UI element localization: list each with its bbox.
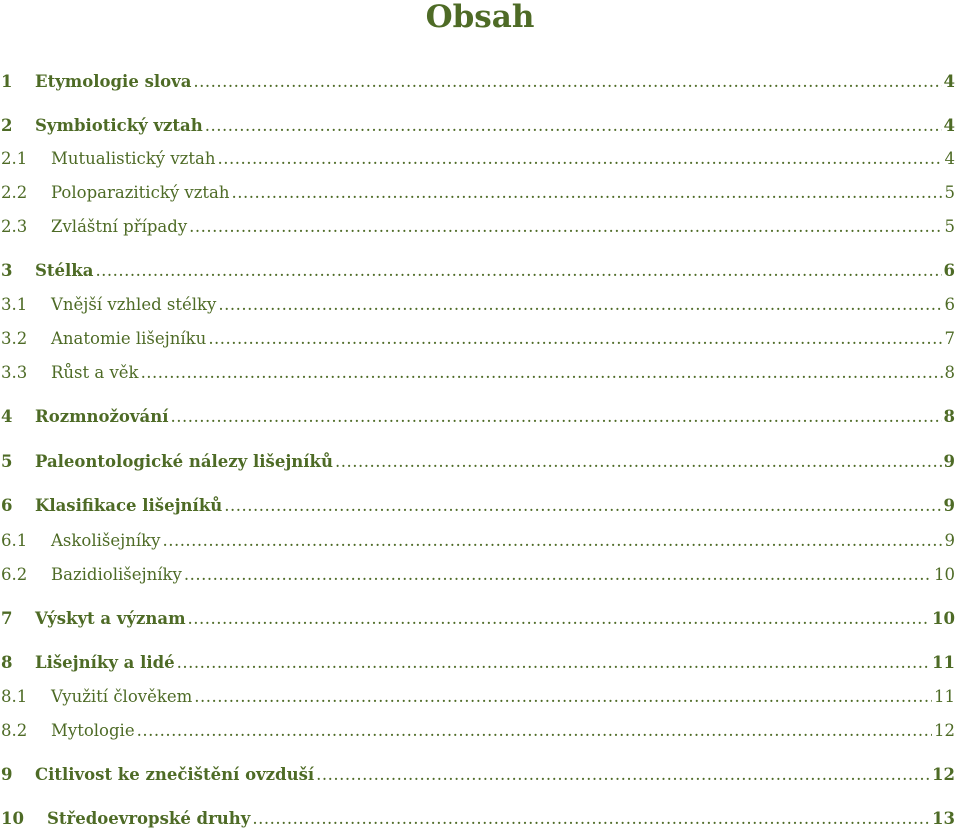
dot-leader xyxy=(224,494,941,518)
toc-entry-number: 8.1 xyxy=(1,687,28,706)
toc-entry-label: Mutualistický vztah xyxy=(51,149,216,168)
toc-entry-label: Bazidiolišejníky xyxy=(51,565,182,584)
toc-entry-label: Rozmnožování xyxy=(35,407,169,426)
dot-leader xyxy=(189,215,942,239)
toc-entry-vnejsi-vzhled-stelky[interactable] xyxy=(0,293,955,317)
toc-entry-number: 2.2 xyxy=(1,183,28,202)
toc-entry-page: 9 xyxy=(944,531,955,550)
toc-entry-number: 3.1 xyxy=(1,295,28,314)
toc-entry-number: 3 xyxy=(1,261,13,280)
toc-entry-page: 5 xyxy=(944,217,955,236)
toc-entry-number: 4 xyxy=(1,407,13,426)
dot-leader xyxy=(205,114,942,138)
toc-entry-rozmnozovani[interactable] xyxy=(0,405,955,429)
toc-entry-number: 8 xyxy=(1,653,13,672)
toc-entry-label: Růst a věk xyxy=(51,363,139,382)
toc-entry-page: 8 xyxy=(943,407,955,426)
toc-entry-label: Využití člověkem xyxy=(51,687,193,706)
dot-leader xyxy=(232,181,943,205)
toc-entry-number: 10 xyxy=(1,809,24,828)
toc-entry-page: 9 xyxy=(943,452,955,471)
dot-leader xyxy=(208,327,942,351)
toc-entry-rust-a-vek[interactable] xyxy=(0,361,955,385)
toc-entry-number: 1 xyxy=(1,72,13,91)
dot-leader xyxy=(162,529,942,553)
toc-entry-label: Zvláštní případy xyxy=(51,217,188,236)
toc-entry-label: Paleontologické nálezy lišejníků xyxy=(35,452,333,471)
dot-leader xyxy=(141,361,943,385)
toc-entry-number: 3.3 xyxy=(1,363,28,382)
toc-entry-label: Stélka xyxy=(35,261,94,280)
toc-entry-number: 6 xyxy=(1,496,13,515)
toc-entry-page: 9 xyxy=(943,496,955,515)
dot-leader xyxy=(137,719,932,743)
toc-entry-mytologie[interactable] xyxy=(0,719,955,743)
dot-leader xyxy=(188,607,931,631)
toc-entry-etymologie[interactable] xyxy=(0,70,955,94)
toc-entry-vyskyt-a-vyznam[interactable] xyxy=(0,607,955,631)
toc-entry-number: 6.2 xyxy=(1,565,28,584)
toc-entry-page: 11 xyxy=(934,687,955,706)
toc-entry-vyuziti-clovekem[interactable] xyxy=(0,685,955,709)
dot-leader xyxy=(335,450,942,474)
toc-entry-number: 8.2 xyxy=(1,721,28,740)
toc-entry-mutualisticky-vztah[interactable] xyxy=(0,147,955,171)
toc-entry-symbioticky-vztah[interactable] xyxy=(0,114,955,138)
dot-leader xyxy=(184,563,932,587)
toc-entry-citlivost-ke-znecisteni[interactable] xyxy=(0,763,955,787)
toc-entry-label: Citlivost ke znečištění ovzduší xyxy=(35,765,315,784)
dot-leader xyxy=(217,147,942,171)
toc-entry-label: Askolišejníky xyxy=(51,531,161,550)
toc-entry-label: Klasifikace lišejníků xyxy=(35,496,223,515)
toc-entry-paleontologicke-nalezy[interactable] xyxy=(0,450,955,474)
toc-entry-label: Vnější vzhled stélky xyxy=(51,295,217,314)
toc-entry-page: 6 xyxy=(943,261,955,280)
toc-entry-label: Symbiotický vztah xyxy=(35,116,203,135)
toc-entry-label: Lišejníky a lidé xyxy=(35,653,175,672)
toc-entry-number: 3.2 xyxy=(1,329,28,348)
toc-entry-label: Poloparazitický vztah xyxy=(51,183,230,202)
dot-leader xyxy=(95,259,941,283)
toc-entry-page: 4 xyxy=(943,116,955,135)
toc-entry-stelka[interactable] xyxy=(0,259,955,283)
toc-entry-label: Výskyt a význam xyxy=(35,609,186,628)
page-title: Obsah xyxy=(425,0,535,35)
toc-entry-klasifikace-lisejniku[interactable] xyxy=(0,494,955,518)
toc-entry-page: 7 xyxy=(944,329,955,348)
toc-entry-page: 8 xyxy=(944,363,955,382)
dot-leader xyxy=(194,685,932,709)
toc-entry-askolisejniky[interactable] xyxy=(0,529,955,553)
toc-entry-number: 5 xyxy=(1,452,13,471)
dot-leader xyxy=(193,70,941,94)
toc-entry-page: 13 xyxy=(932,809,955,828)
toc-entry-zvlastni-pripady[interactable] xyxy=(0,215,955,239)
toc-entry-page: 12 xyxy=(934,721,955,740)
toc-entry-stredoevropske-druhy[interactable] xyxy=(0,807,955,831)
toc-entry-page: 11 xyxy=(932,653,955,672)
toc-entry-page: 10 xyxy=(934,565,955,584)
toc-entry-label: Mytologie xyxy=(51,721,135,740)
dot-leader xyxy=(177,651,930,675)
toc-entry-page: 6 xyxy=(944,295,955,314)
toc-entry-number: 2.3 xyxy=(1,217,28,236)
toc-entry-page: 5 xyxy=(944,183,955,202)
dot-leader xyxy=(170,405,941,429)
toc-entry-number: 6.1 xyxy=(1,531,28,550)
toc-entry-anatomie-lisejniku[interactable] xyxy=(0,327,955,351)
toc-entry-poloparaziticky-vztah[interactable] xyxy=(0,181,955,205)
dot-leader xyxy=(218,293,942,317)
dot-leader xyxy=(252,807,930,831)
dot-leader xyxy=(316,763,930,787)
toc-entry-page: 12 xyxy=(932,765,955,784)
toc-entry-number: 7 xyxy=(1,609,13,628)
toc-entry-lisejniky-a-lide[interactable] xyxy=(0,651,955,675)
toc-entry-bazidiolisejniky[interactable] xyxy=(0,563,955,587)
toc-entry-number: 2.1 xyxy=(1,149,28,168)
toc-entry-page: 4 xyxy=(943,72,955,91)
toc-entry-label: Anatomie lišejníku xyxy=(51,329,207,348)
toc-entry-number: 2 xyxy=(1,116,13,135)
toc-entry-label: Středoevropské druhy xyxy=(47,809,251,828)
toc-entry-label: Etymologie slova xyxy=(35,72,192,91)
toc-entry-page: 10 xyxy=(932,609,955,628)
toc-entry-page: 4 xyxy=(944,149,955,168)
toc-entry-number: 9 xyxy=(1,765,13,784)
